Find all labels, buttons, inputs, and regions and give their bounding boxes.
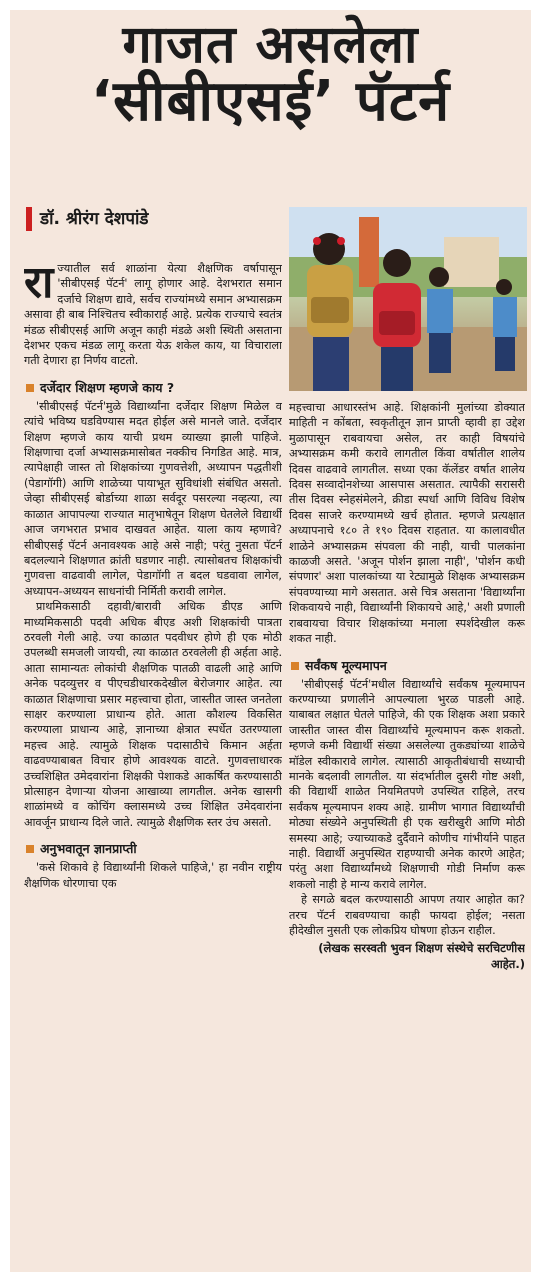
section-heading-comprehensive-evaluation: सर्वंकष मूल्यमापन (289, 657, 525, 675)
section-3-paragraph-1: 'सीबीएसई पॅटर्न'मधील विद्यार्थ्यांचे सर्वंकष मूल्यमापन करण्याच्या प्रणालीने आपल्याला भुरळ पाडली आहे. याबाबत लक्षात घेतले पाहिजे, की एक शिक्षक अशा प्रकारे जास्तीत जास्त वीस विद्यार्थ्यांचे मूल्यमापन करू शकतो. म्हणजे कमी विद्यार्थी संख्या असलेल्या तुकड्यांच्या शाळेचे मॉडेल स्वीकारावे लागेल. त्यासाठी आकृतीबंधाची सध्याची मानके बदलावी लागतील. या संदर्भातील दुसरी गोष्ट अशी, की विद्यार्थी शाळेत नियमितपणे उपस्थित राहिले, तरच सर्वंकष मूल्यमापन शक्य आहे. ग्रामीण भागात विद्यार्थ्यांची मोठ्या संख्येने अनुपस्थिती ही एक खरीखुरी आणि मोठी समस्या आहे; ज्याच्याकडे दुर्दैवाने कोणीच गांभीर्याने पाहत नाही. विद्यार्थी अनुपस्थित राहण्याची अनेक कारणे आहेत; परंतु अशा विद्यार्थ्यांमध्ये शिक्षणाची गोडी निर्माण करू शकलो नाही हे मान्य करावे लागेल. (289, 677, 525, 891)
drop-cap: रा (24, 261, 54, 308)
headline-line-2: ‘सीबीएसई’ पॅटर्न (90, 68, 451, 134)
author-note: (लेखक सरस्वती भुवन शिक्षण संस्थेचे सरचिटणीस आहेत.) (318, 941, 525, 972)
author-byline: डॉ. श्रीरंग देशपांडे (26, 207, 149, 231)
article-photo (289, 207, 527, 391)
section-heading-experiential-learning: अनुभवातून ज्ञानप्राप्ती (24, 840, 282, 858)
schoolchildren-illustration (289, 207, 527, 391)
section-2-paragraph-continued: महत्त्वाचा आधारस्तंभ आहे. शिक्षकांनी मुलांच्या डोक्यात माहिती न कोंबता, स्वकृतीतून ज्ञान प्राप्ती व्हावी हा उद्देश मुळापासून राबवायचा असेल, तर काही विषयांचे अभ्यासक्रम कमी करावे लागतील किंवा वर्षातील शालेय दिवस वाढवावे लागतील. सध्या एका कॅलेंडर वर्षात शालेय दिवस सव्वादोनशेच्या आसपास असतात. त्यापैकी सरासरी तीस दिवस स्नेहसंमेलने, क्रीडा स्पर्धा आणि विविध विशेष दिवस साजरे करण्यामध्ये खर्च होतात. म्हणजे प्रत्यक्षात अध्यापनाचे १८० ते १९० दिवस राहतात. या कालावधीत शाळेने अभ्यासक्रम संपवला की नाही, याची पालकांना काळजी असते. 'अजून पोर्शन झाला नाही', 'पोर्शन कधी संपणार' अशा पालकांच्या या रेट्यामुळे शिक्षक अभ्यासक्रम संपवण्याच्या मागे असतात. असे चित्र असताना 'विद्यार्थ्यांना शिकवायचे नाही, विद्यार्थ्यांनी शिकायचे आहे,' अशी प्रणाली राबवायचा विचार शिक्षकांच्या मनाला स्पर्शदेखील करू शकत नाही. (289, 401, 525, 646)
section-2-paragraph-start: 'कसे शिकावे हे विद्यार्थ्यांनी शिकले पाहिजे,' हा नवीन राष्ट्रीय शैक्षणिक धोरणाचा एक (24, 861, 282, 890)
intro-paragraph: राज्यातील सर्व शाळांना येत्या शैक्षणिक वर्षापासून 'सीबीएसई पॅटर्न' लागू होणार आहे. देशभरात समान दर्जाचे शिक्षण द्यावे, सर्वच राज्यांमध्ये समान अभ्यासक्रम असावा ही बाब निश्चितच स्वीकारार्ह आहे. प्रत्येक राज्याचे स्वतंत्र मंडळ सीबीएसई आणि अजून काही मंडळे अशी स्थिती असताना देशभर एकच मंडळ लागू करता येऊ शकेल काय, या विचाराला गती देणारा हा निर्णय वाटतो. (24, 261, 282, 368)
article-column-right (289, 400, 525, 1258)
headline-line-1: गाजत असलेला (122, 15, 419, 75)
bullet-square-icon (26, 845, 34, 853)
newspaper-clipping (10, 10, 531, 1272)
section-1-paragraph-2: प्राथमिकसाठी दहावी/बारावी अधिक डीएड आणि माध्यमिकसाठी पदवी अधिक बीएड अशी शिक्षकांची पात्रता ठरवली गेली आहे. ज्या काळात पदवीधर होणे ही एक मोठी उपलब्धी समजली जायची, त्या काळात ठरवलेली ही अर्हता आहे. आता सामान्यतः लोकांची शैक्षणिक पातळी वाढली आहे आणि अनेक पदव्युत्तर व पीएचडीधारकदेखील बेरोजगार आहेत. त्या काळात शिक्षणाचा प्रसार महत्त्वाचा होता, जास्तीत जास्त जनतेला साक्षर करण्याला प्राधान्य होते. आता कौशल्य विकसित करण्याला प्राधान्य आहे, ज्ञानाच्या क्षेत्रात स्पर्धेत उतरण्याला महत्त्व आहे. त्यामुळे शिक्षक पदासाठीचे किमान अर्हता वाढवण्याबाबत विचार होणे आवश्यक वाटते. गुणवत्ताधारक उच्चशिक्षित उमेदवारांना शिक्षकी पेशाकडे आकर्षित करण्यासाठी प्रोत्साहन देणाऱ्या योजना आखाव्या लागतील. अनेक खासगी शाळांमध्ये व कोचिंग क्लासमध्ये उच्च शिक्षित उमेदवारांना आवर्जून प्राधान्य दिले जाते. त्यामुळे शैक्षणिक स्तर उंच असतो. (24, 600, 282, 829)
headline (10, 15, 531, 134)
section-3-paragraph-2: हे सगळे बदल करण्यासाठी आपण तयार आहोत का? तरच पॅटर्न राबवण्याचा काही फायदा होईल; नसता हीदेखील नुसती एक लोकप्रिय घोषणा होऊन राहील. (289, 893, 525, 937)
section-heading-quality-education: दर्जेदार शिक्षण म्हणजे काय ? (24, 379, 282, 397)
section-1-paragraph-1: 'सीबीएसई पॅटर्न'मुळे विद्यार्थ्यांना दर्जेदार शिक्षण मिळेल व त्यांचे भविष्य घडविण्यास मदत होईल असे मानले जाते. दर्जेदार शिक्षण म्हणजे काय याची प्रथम व्याख्या झाली पाहिजे. शिक्षणाचा दर्जा अभ्यासक्रमासोबत नक्कीच निगडित आहे. मात्र, त्यापेक्षाही जास्त तो शिक्षकांच्या गुणवत्तेशी, अध्यापन पद्धतीशी (पेडागॉगी) आणि शाळेच्या पायाभूत सुविधांशी संबंधित असतो. जेव्हा सीबीएसई बोर्डाच्या शाळा सर्वदूर पसरल्या नव्हत्या, त्या काळात आपापल्या राज्यात मातृभाषेतून शिक्षण घेतलेले विद्यार्थी आज जगभरात प्रभाव दाखवत आहेत. याला काय म्हणावे? सीबीएसई पॅटर्न अनावश्यक आहे असे नाही; परंतु नुसता पॅटर्न बदलल्याने शिक्षणात क्रांती घडणार नाही. त्यासोबतच शिक्षकांची गुणवत्ता वाढवावी लागेल, पेडागॉगी त बदल घडवावा लागेल, अध्यापन-अध्ययन साधनांची निर्मिती करावी लागेल. (24, 399, 282, 598)
bullet-square-icon (291, 662, 299, 670)
article-column-left (24, 261, 282, 1258)
bullet-square-icon (26, 384, 34, 392)
